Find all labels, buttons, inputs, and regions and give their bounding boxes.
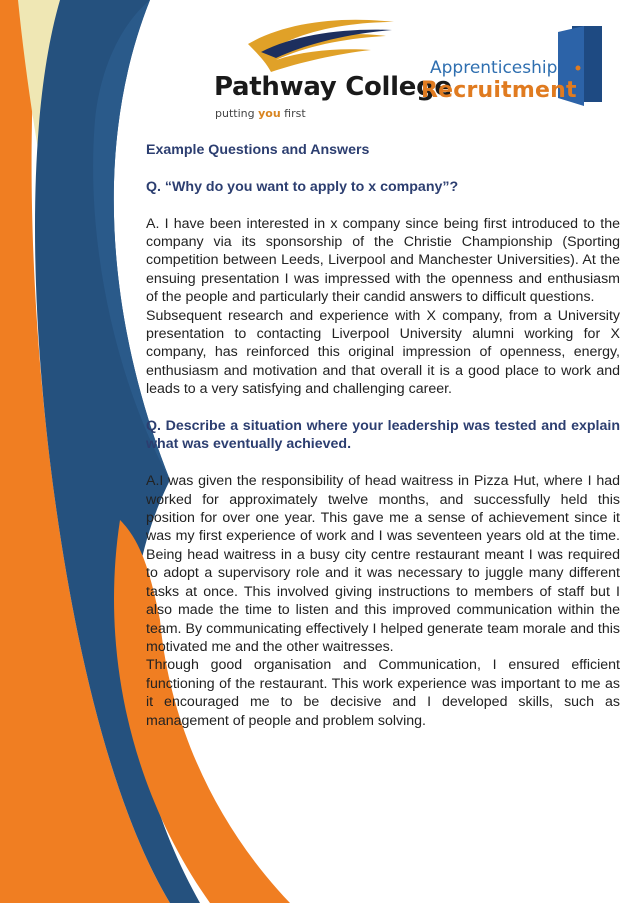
apprenticeship-recruitment-logo [418, 26, 628, 114]
pathway-swoosh-icon [246, 14, 396, 74]
answer-2-paragraph-2: Through good organisation and Communication, I ensured efficient functioning of the restaurant. This work experience was important to me as it encouraged me to be decisive and I developed skills, such as management of people and problem solving. [146, 657, 620, 729]
question-1: Q. “Why do you want to apply to x company”? [146, 178, 459, 195]
question-2: Q. Describe a situation where your leadership was tested and explain what was eventually achieved. [146, 418, 620, 453]
apprenticeship-text: Apprenticeship [430, 58, 558, 78]
pathway-college-name: Pathway College [214, 72, 452, 102]
document-body [146, 141, 620, 730]
pathway-tagline: putting you first [215, 107, 306, 120]
recruitment-text: Recruitment [421, 78, 577, 103]
pathway-college-logo [212, 14, 452, 120]
answer-2-paragraph-1: A.I was given the responsibility of head waitress in Pizza Hut, where I had worked for approximately twelve months, and successfully held this position for over one year. This gave me a sense of achievement since it was my first experience of work and I was seventeen years old at the time. Being head waitress in a busy city centre restaurant meant I was required to adopt a supervisory role and it was necessary to juggle many different tasks at once. This involved giving instructions to members of staff but I also made the time to listen and this improved communication within the team. By communicating effectively I helped generate team morale and this motivated me and the other waitresses. [146, 473, 620, 655]
answer-1-paragraph-1: A. I have been interested in x company since being first introduced to the company via its sponsorship of the Christie Championship (Sporting competition between Leeds, Liverpool and Manchester Universities). At the ensuing presentation I was impressed with the openness and enthusiasm of the people and particularly their candid answers to difficult questions. [146, 215, 620, 306]
page-title: Example Questions and Answers [146, 142, 370, 158]
answer-1-paragraph-2: Subsequent research and experience with X company, from a University presentation to contacting Liverpool University alumni working for X company, has reinforced this original impression of openness, energy, enthusiasm and motivation and that overall it is a good place to work and leads to a very satisfying and challenging career. [146, 307, 620, 398]
